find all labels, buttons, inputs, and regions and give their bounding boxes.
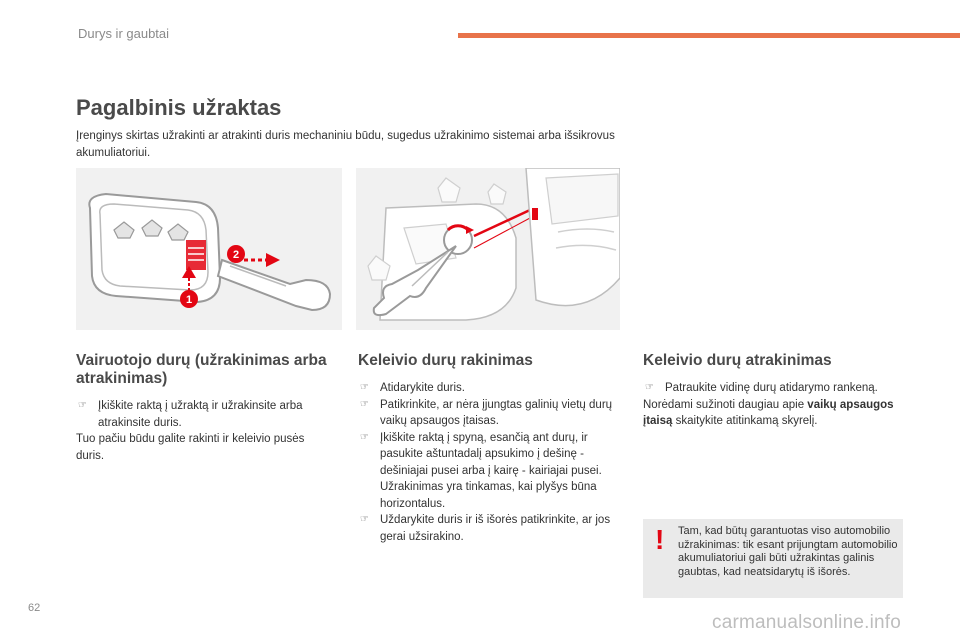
door-drawing [356,168,620,330]
note-suffix: skaitykite atitinkamą skyrelį. [672,415,818,427]
passenger-lock-title: Keleivio durų rakinimas [358,352,533,369]
step-text: Atidarykite duris. [380,382,466,394]
section-header: Durys ir gaubtai [78,26,170,41]
list-item [76,398,331,431]
driver-door-steps [76,398,331,431]
pointing-hand-icon: ☞ [360,514,369,525]
step-extra-text: Užrakinimas yra tinkamas, kai plyšys būna horizontalus. [380,481,597,510]
step-text: Patraukite vidinę durų atidarymo rankeną. [665,382,878,394]
list-item [358,430,620,513]
step-text: Įkiškite raktą į užraktą ir užrakinsite arba atrakinsite duris. [98,400,303,429]
step-text: Įkiškite raktą į spyną, esančią ant durų, ir pasukite aštuntadalį apsukimo į dešinę - dešiniajai pusei arba į kairę - kairiajai pusei. [380,431,602,477]
passenger-lock-column [358,352,620,545]
list-item [643,380,905,397]
list-item [358,397,620,430]
callout-1-label: 1 [185,294,193,306]
pointing-hand-icon: ☞ [360,398,369,410]
passenger-unlock-steps [643,380,905,397]
child-lock-note [643,397,905,430]
driver-door-column [76,352,331,464]
watermark: carmanualsonline.info [712,612,902,633]
pointing-hand-icon: ☞ [78,400,87,411]
door-lock-illustration [356,168,620,330]
note-prefix: Norėdami sužinoti daugiau apie [643,398,808,411]
driver-door-note: Tuo pačiu būdu galite rakinti ir keleivio pusės duris. [76,433,305,462]
key-drawing [76,168,342,330]
pointing-hand-icon: ☞ [360,431,369,443]
passenger-lock-steps [358,380,620,545]
list-item [358,512,620,545]
passenger-unlock-title: Keleivio durų atrakinimas [643,352,832,369]
list-item [358,380,620,397]
page-title: Pagalbinis užraktas [76,95,282,120]
key-illustration [76,168,342,330]
step-text: Uždarykite duris ir iš išorės patikrinkite, ar jos gerai užsirakino. [380,514,611,543]
intro-text: Įrenginys skirtas užrakinti ar atrakinti duris mechaniniu būdu, sugedus užrakinimo sistemai arba išsikrovus akumuliatoriui. [76,130,615,159]
warning-box [643,519,903,598]
note-bold: vaikų apsaugos įtaisą [643,398,894,427]
header-accent-bar [458,33,960,38]
pointing-hand-icon: ☞ [645,382,654,393]
warning-icon: ! [655,524,665,555]
passenger-unlock-column [643,352,905,430]
driver-door-title: Vairuotojo durų (užrakinimas arba atrakinimas) [76,352,327,387]
page-number: 62 [28,602,41,614]
warning-text: Tam, kad būtų garantuotas viso automobilio užrakinimas: tik esant prijungtam automobilio akumuliatoriui gali būti užrakintas galinis gaubtas, kad neatsidarytų iš išorės. [678,525,898,578]
callout-2-label: 2 [232,249,240,261]
step-text: Patikrinkite, ar nėra įjungtas galinių vietų durų vaikų apsaugos įtaisas. [380,398,613,427]
pointing-hand-icon: ☞ [360,382,369,393]
